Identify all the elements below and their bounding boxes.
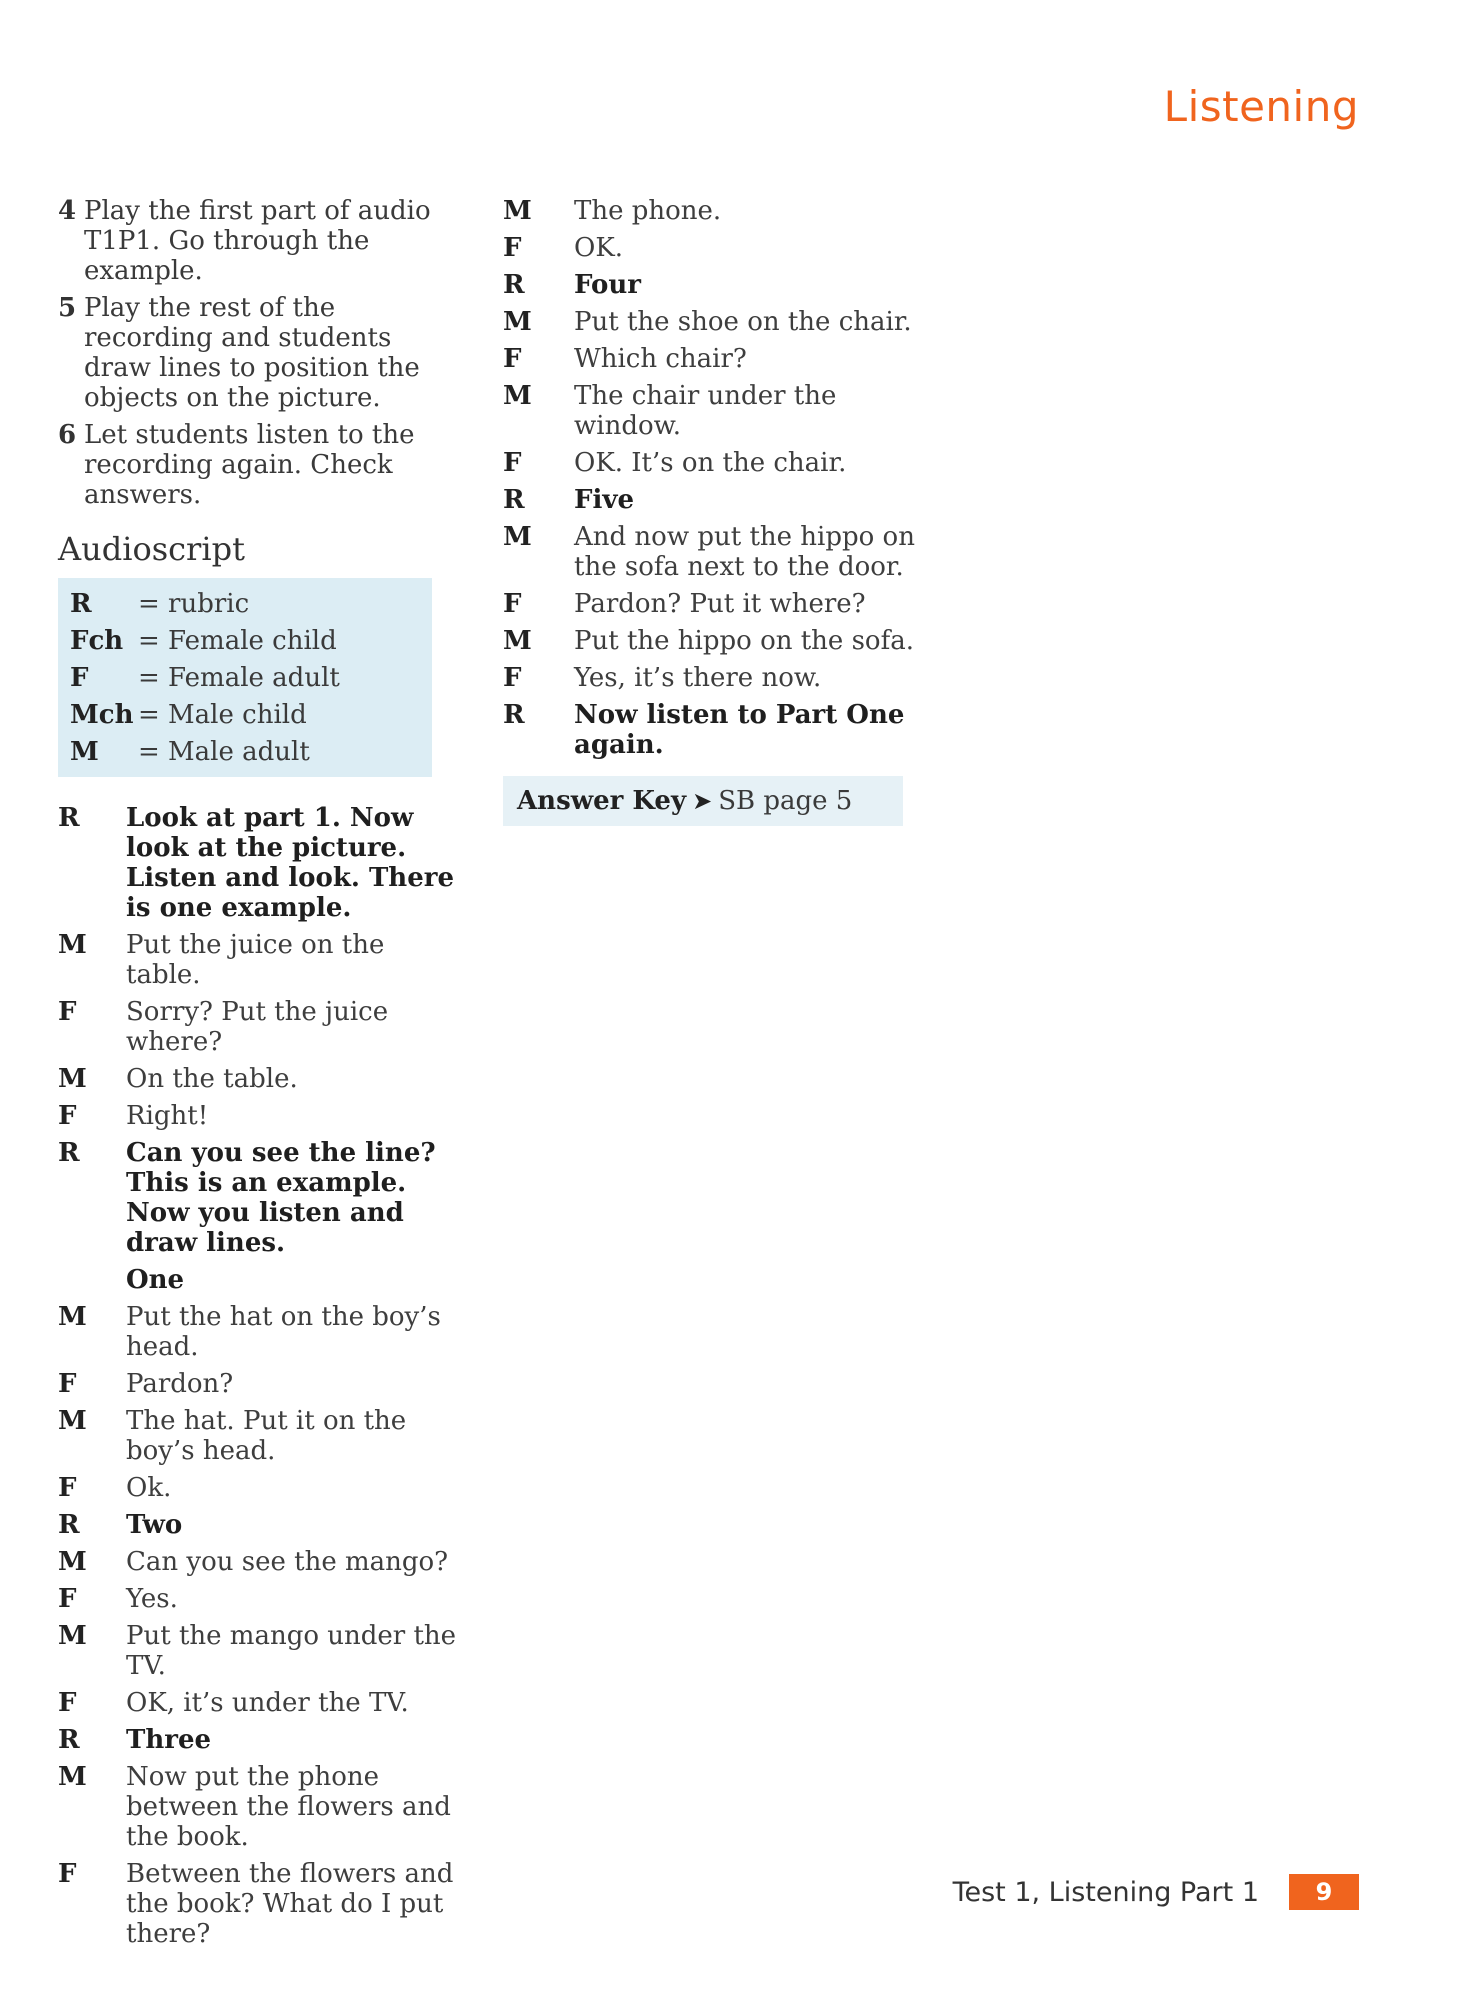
script-line <box>503 485 923 515</box>
script-line <box>58 1725 458 1755</box>
script-line <box>503 307 923 337</box>
speaker-code: F <box>58 1859 77 1889</box>
speaker-code: F <box>503 589 522 619</box>
key-description: = Female child <box>138 626 337 656</box>
speaker-code <box>58 1265 126 1295</box>
key-description: = rubric <box>138 589 250 619</box>
answer-key-box <box>503 776 903 826</box>
speaker-code: R <box>58 1510 80 1540</box>
speaker-code: M <box>58 1406 87 1436</box>
procedure-step <box>58 196 458 286</box>
script-line <box>58 1064 458 1094</box>
footer-label: Test 1, Listening Part 1 <box>952 1876 1259 1908</box>
script-text: And now put the hippo on the sofa next to the door. <box>574 522 915 582</box>
speaker-code: M <box>58 1621 87 1651</box>
script-line <box>503 589 923 619</box>
speaker-code: M <box>58 1064 87 1094</box>
script-text: Yes. <box>126 1584 178 1614</box>
script-text: Four <box>574 270 641 300</box>
script-line <box>503 196 923 226</box>
speaker-code: F <box>503 344 522 374</box>
script-text: The hat. Put it on the boy’s head. <box>126 1406 407 1466</box>
speaker-code: F <box>58 1584 77 1614</box>
key-row <box>70 734 418 771</box>
script-text: On the table. <box>126 1064 298 1094</box>
answer-key-label: Answer Key <box>517 786 687 816</box>
script-text: Sorry? Put the juice where? <box>126 997 389 1057</box>
script-line <box>503 448 923 478</box>
script-text: OK, it’s under the TV. <box>126 1688 409 1718</box>
speaker-code: F <box>58 1369 77 1399</box>
script-text: One <box>126 1265 185 1295</box>
script-text: Look at part 1. Now look at the picture. Listen and look. There is one example. <box>126 803 454 923</box>
audioscript-heading: Audioscript <box>58 530 245 568</box>
speaker-key-box <box>58 578 432 777</box>
step-number: 5 <box>58 293 77 323</box>
key-row <box>70 660 418 697</box>
speaker-code: F <box>503 663 522 693</box>
script-line <box>58 1859 458 1949</box>
key-row <box>70 623 418 660</box>
audioscript-left <box>58 803 458 1949</box>
page-footer <box>953 1874 1359 1910</box>
script-line <box>58 1473 458 1503</box>
script-text: Can you see the mango? <box>126 1547 449 1577</box>
speaker-code: F <box>503 233 522 263</box>
script-text: Put the mango under the TV. <box>126 1621 457 1681</box>
script-text: Two <box>126 1510 183 1540</box>
key-description: = Male child <box>138 700 307 730</box>
script-line <box>58 930 458 990</box>
script-text: The phone. <box>574 196 722 226</box>
script-text: Between the flowers and the book? What do I put there? <box>126 1859 454 1949</box>
speaker-code: F <box>503 448 522 478</box>
script-line <box>503 663 923 693</box>
speaker-code: M <box>503 522 532 552</box>
script-text: Yes, it’s there now. <box>574 663 822 693</box>
script-text: Put the shoe on the chair. <box>574 307 912 337</box>
script-line <box>58 1510 458 1540</box>
answer-key-reference: SB page 5 <box>718 786 853 816</box>
script-line <box>503 522 923 582</box>
speaker-code: M <box>58 1547 87 1577</box>
key-code: M <box>70 737 99 767</box>
step-text: Play the rest of the recording and students draw lines to position the objects on the picture. <box>84 293 420 413</box>
page-number: 9 <box>1289 1874 1359 1910</box>
right-column <box>503 196 923 826</box>
arrow-right-icon: ➤ <box>692 787 713 815</box>
script-text: Put the hat on the boy’s head. <box>126 1302 441 1362</box>
script-line <box>58 1406 458 1466</box>
script-line <box>503 233 923 263</box>
script-text: Pardon? <box>126 1369 234 1399</box>
script-line <box>58 1265 458 1295</box>
key-row <box>70 697 418 734</box>
speaker-code: M <box>503 196 532 226</box>
speaker-code: M <box>503 626 532 656</box>
procedure-step <box>58 293 458 413</box>
script-text: Which chair? <box>574 344 747 374</box>
key-code: F <box>70 663 89 693</box>
script-line <box>58 1138 458 1258</box>
speaker-code: R <box>58 803 80 833</box>
speaker-code: M <box>58 1302 87 1332</box>
step-text: Let students listen to the recording again. Check answers. <box>84 420 415 510</box>
script-line <box>58 1688 458 1718</box>
script-line <box>58 1621 458 1681</box>
step-number: 6 <box>58 420 77 450</box>
left-column <box>58 196 458 1956</box>
script-text: Right! <box>126 1101 209 1131</box>
speaker-code: R <box>503 485 525 515</box>
speaker-code: F <box>58 1101 77 1131</box>
speaker-code: F <box>58 997 77 1027</box>
script-line <box>503 700 923 760</box>
script-text: OK. <box>574 233 624 263</box>
key-description: = Female adult <box>138 663 340 693</box>
script-text: The chair under the window. <box>574 381 837 441</box>
speaker-code: M <box>503 307 532 337</box>
script-line <box>58 1369 458 1399</box>
speaker-code: R <box>58 1138 80 1168</box>
script-line <box>58 997 458 1057</box>
script-text: Pardon? Put it where? <box>574 589 866 619</box>
script-line <box>503 626 923 656</box>
script-text: Ok. <box>126 1473 172 1503</box>
script-text: Put the juice on the table. <box>126 930 385 990</box>
script-text: Now put the phone between the flowers and the book. <box>126 1762 451 1852</box>
audioscript-right <box>503 196 923 760</box>
procedure-steps <box>58 196 458 510</box>
procedure-step <box>58 420 458 510</box>
speaker-code: R <box>503 270 525 300</box>
speaker-code: R <box>58 1725 80 1755</box>
script-line <box>58 1584 458 1614</box>
speaker-code: F <box>58 1688 77 1718</box>
key-code: R <box>70 589 92 619</box>
script-line <box>503 344 923 374</box>
speaker-code: M <box>503 381 532 411</box>
script-line <box>58 1302 458 1362</box>
script-line <box>58 803 458 923</box>
key-code: Fch <box>70 626 124 656</box>
script-line <box>503 270 923 300</box>
script-text: Put the hippo on the sofa. <box>574 626 914 656</box>
script-line <box>58 1547 458 1577</box>
script-line <box>503 381 923 441</box>
speaker-code: M <box>58 1762 87 1792</box>
step-text: Play the first part of audio T1P1. Go through the example. <box>84 196 431 286</box>
key-code: Mch <box>70 700 134 730</box>
script-text: Five <box>574 485 634 515</box>
script-line <box>58 1762 458 1852</box>
script-text: Three <box>126 1725 212 1755</box>
speaker-code: R <box>503 700 525 730</box>
script-line <box>58 1101 458 1131</box>
speaker-code: M <box>58 930 87 960</box>
script-text: Now listen to Part One again. <box>574 700 905 760</box>
speaker-code: F <box>58 1473 77 1503</box>
page-section-title: Listening <box>1163 82 1359 131</box>
key-description: = Male adult <box>138 737 310 767</box>
key-row <box>70 586 418 623</box>
script-text: OK. It’s on the chair. <box>574 448 847 478</box>
script-text: Can you see the line? This is an example. Now you listen and draw lines. <box>126 1138 436 1258</box>
step-number: 4 <box>58 196 77 226</box>
